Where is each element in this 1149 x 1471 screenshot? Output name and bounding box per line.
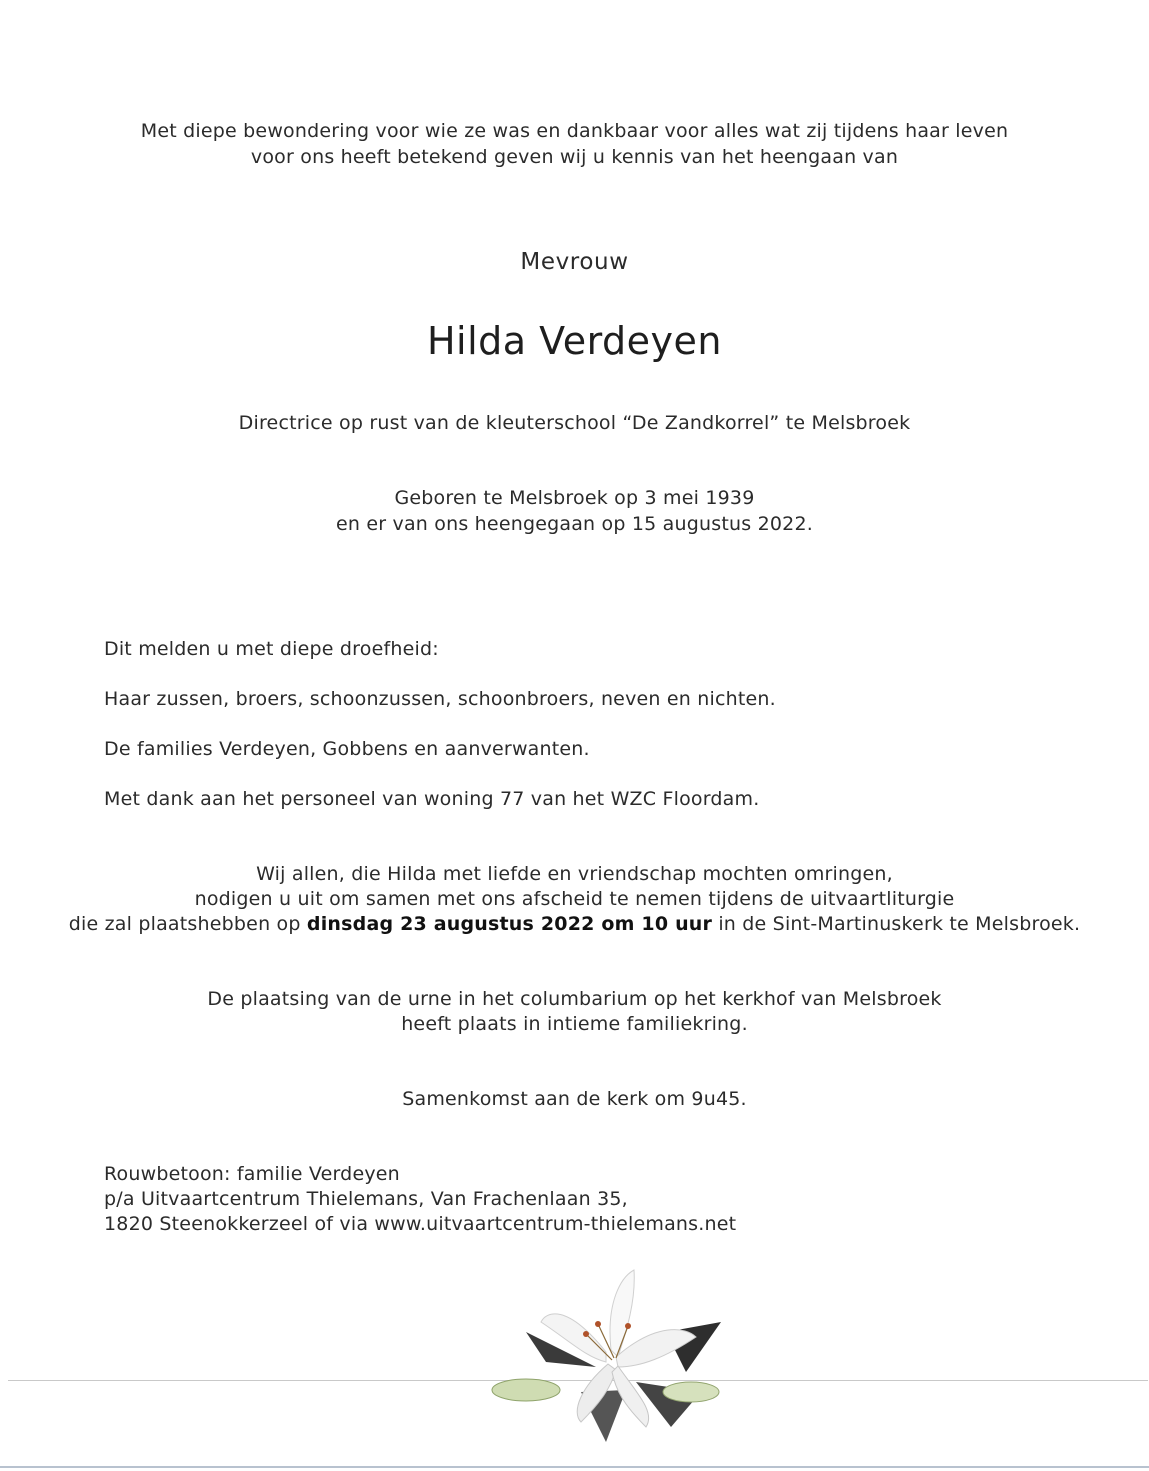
invitation-line-1: Wij allen, die Hilda met liefde en vriendschap mochten omringen, [256,863,893,885]
condolences-line-3: 1820 Steenokkerzeel of via www.uitvaartcentrum-thielemans.net [104,1213,737,1235]
deceased-name: Hilda Verdeyen [426,319,722,363]
salutation: Mevrouw [520,249,629,275]
gathering-note: Samenkomst aan de kerk om 9u45. [402,1088,747,1110]
role-description: Directrice op rust van de kleuterschool “De Zandkorrel” te Melsbroek [238,412,911,434]
birth-line: Geboren te Melsbroek op 3 mei 1939 [394,487,755,509]
funeral-datetime: dinsdag 23 augustus 2022 om 10 uur [306,913,713,935]
mourners-families: De families Verdeyen, Gobbens en aanverwanten. [104,738,590,760]
urn-line-2: heeft plaats in intieme familiekring. [401,1013,748,1035]
invitation-pre: die zal plaatshebben op [68,913,307,935]
invitation-line-2: nodigen u uit om samen met ons afscheid te nemen tijdens de uitvaartliturgie [194,888,955,910]
urn-line-1: De plaatsing van de urne in het columbarium op het kerkhof van Melsbroek [207,988,942,1010]
mourners-intro: Dit melden u met diepe droefheid: [104,638,439,660]
mourners-thanks: Met dank aan het personeel van woning 77 van het WZC Floordam. [104,788,760,810]
condolences-line-1: Rouwbetoon: familie Verdeyen [104,1163,400,1185]
intro-line-1: Met diepe bewondering voor wie ze was en dankbaar voor alles wat zij tijdens haar leven [140,120,1009,142]
intro-line-2: voor ons heeft betekend geven wij u kennis van het heengaan van [250,146,899,168]
lily-flower-icon [486,1262,730,1448]
death-line: en er van ons heengegaan op 15 augustus 2022. [336,513,813,535]
invitation-post: in de Sint-Martinuskerk te Melsbroek. [712,913,1081,935]
condolences-line-2: p/a Uitvaartcentrum Thielemans, Van Frachenlaan 35, [104,1188,628,1210]
invitation-line-3 [0,913,1149,935]
mourners-family: Haar zussen, broers, schoonzussen, schoonbroers, neven en nichten. [104,688,776,710]
page-edge-line [0,1466,1149,1468]
